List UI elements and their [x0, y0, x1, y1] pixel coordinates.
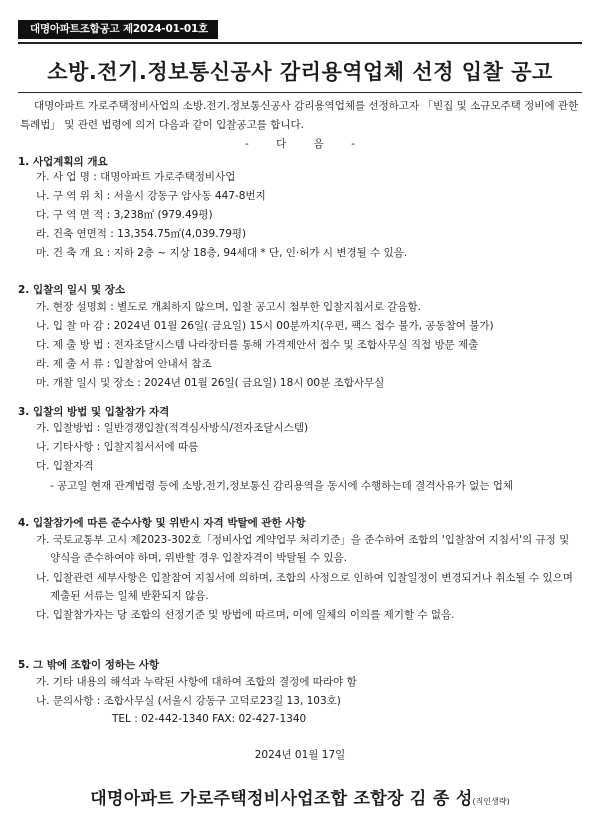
top-divider: [18, 42, 582, 44]
section-1-row: 마. 건 축 개 요 : 지하 2층 ~ 지상 18층, 94세대 * 단, 인·허가 시 변경될 수 있음.: [36, 247, 408, 259]
section-1-row: 라. 건축 연면적 : 13,354.75㎡(4,039.79평): [36, 228, 247, 240]
section-3-row: 나. 기타사항 : 입찰지침서서에 따름: [36, 441, 199, 453]
section-2-row: 라. 제 출 서 류 : 입찰참여 안내서 참조: [36, 358, 212, 370]
section-1-title: 1. 사업계획의 개요: [18, 156, 108, 168]
title-divider: [18, 92, 582, 93]
notice-number-tag: 대명아파트조합공고 제2024-01-01호: [18, 20, 218, 39]
section-1-row: 가. 사 업 명 : 대명아파트 가로주택정비사업: [36, 171, 236, 183]
section-1-row: 나. 구 역 위 치 : 서울시 강동구 암사동 447-8번지: [36, 190, 266, 202]
section-2-row: 가. 현장 설명회 : 별도로 개최하지 않으며, 입찰 공고시 첨부한 입찰지침서로 갈음함.: [36, 301, 421, 313]
section-1-row: 다. 구 역 면 적 : 3,238㎡ (979.49평): [36, 209, 213, 221]
contact-tel-fax: TEL : 02-442-1340 FAX: 02-427-1340: [112, 713, 307, 725]
section-3-title: 3. 입찰의 방법 및 입찰참가 자격: [18, 406, 170, 418]
da-eum-heading: - 다 음 -: [245, 138, 355, 150]
page-title: 소방.전기.정보통신공사 감리용역업체 선정 입찰 공고: [47, 60, 553, 84]
seal-omitted-note: (직인생략): [472, 797, 510, 806]
section-4-title: 4. 입찰참가에 따른 준수사항 및 위반시 자격 박탈에 관한 사항: [18, 517, 306, 529]
intro-paragraph: 대명아파트 가로주택정비사업의 소방.전기.정보통신공사 감리용역업체를 선정하고자 「빈집 및 소규모주택 정비에 관한 특례법」 및 관련 법령에 의거 다음과 같이 입찰공고를 합니다.: [20, 100, 579, 131]
section-2-row: 나. 입 찰 마 감 : 2024년 01월 26일( 금요일) 15시 00분까지(우편, 팩스 접수 불가, 공동참여 불가): [36, 320, 494, 332]
signature-line: [0, 784, 600, 809]
section-3-row: 가. 입찰방법 : 일반경쟁입찰(적격심사방식/전자조달시스템): [36, 422, 309, 434]
notice-date: 2024년 01월 17일: [254, 749, 346, 761]
section-4-row: 다. 입찰참가자는 당 조합의 선정기준 및 방법에 따르며, 이에 일체의 이의를 제기할 수 없음.: [36, 609, 455, 621]
section-2-title: 2. 입찰의 일시 및 장소: [18, 284, 126, 296]
section-4-row: 나. 입찰관련 세부사항은 입찰참여 지침서에 의하며, 조합의 사정으로 인하여 입찰일정이 변경되거나 취소될 수 있으며 제출된 서류는 일체 반환되지 않음.: [36, 572, 573, 602]
section-5-title: 5. 그 밖에 조합이 정하는 사항: [18, 659, 160, 671]
section-4-row: 가. 국토교통부 고시 제2023-302호「정비사업 계약업무 처리기준」을 준수하여 조합의 '입찰참여 지침서'의 규정 및 양식을 준수하여야 하며, 위반할 경우 입찰자격이 박탈될 수 있음.: [36, 534, 570, 564]
section-2-row: 다. 제 출 방 법 : 전자조달시스템 나라장터를 통해 가격제안서 접수 및 조합사무실 직접 방문 제출: [36, 339, 479, 351]
signature-text: 대명아파트 가로주택정비사업조합 조합장 김 종 성: [90, 789, 473, 809]
section-2-row: 마. 개찰 일시 및 장소 : 2024년 01월 26일( 금요일) 18시 00분 조합사무실: [36, 377, 385, 389]
section-3-row: 다. 입찰자격: [36, 460, 94, 472]
section-5-row: 가. 기타 내용의 해석과 누락된 사항에 대하여 조합의 결정에 따라야 함: [36, 676, 357, 688]
section-5-row: 나. 문의사항 : 조합사무실 (서울시 강동구 고덕로23길 13, 103호): [36, 695, 341, 707]
section-3-sub-row: - 공고일 현재 관계법령 등에 소방,전기,정보통신 감리용역을 동시에 수행하는데 결격사유가 없는 업체: [50, 480, 514, 492]
